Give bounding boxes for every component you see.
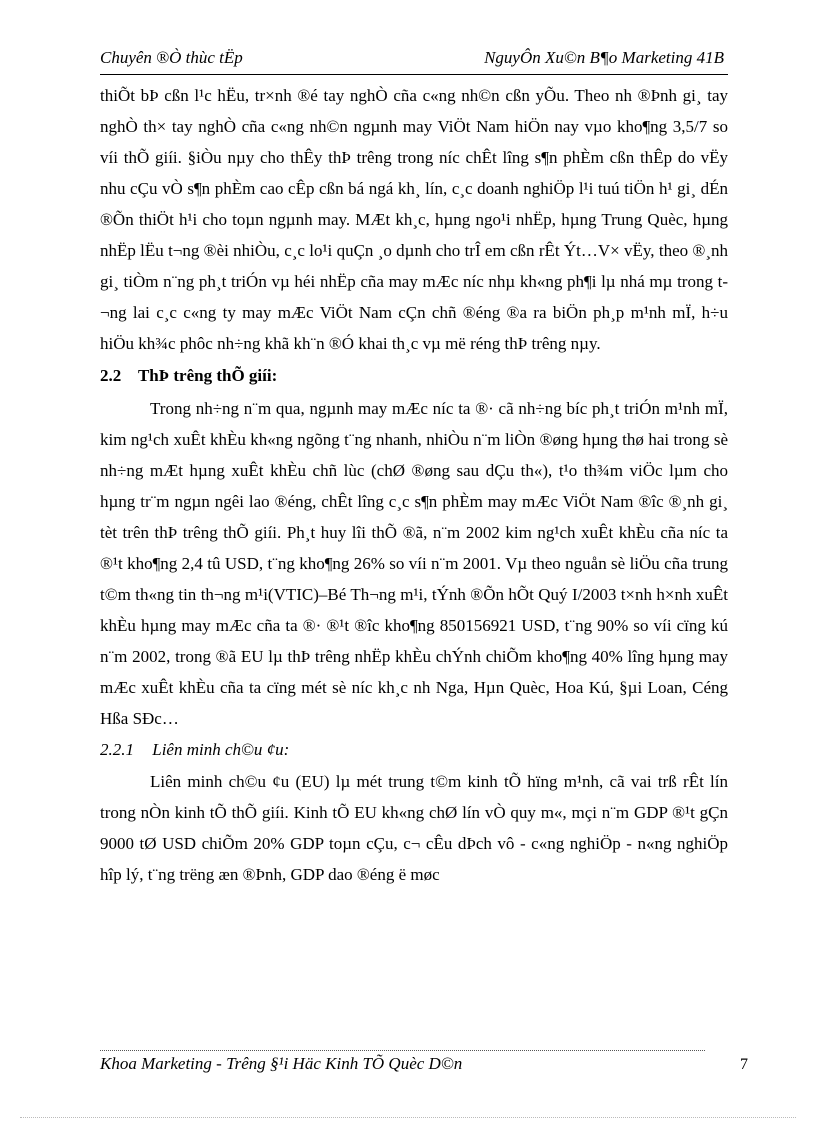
header-left-text: Chuyên ®Ò thùc tËp (100, 48, 243, 67)
page-header (100, 46, 728, 75)
subsection-title: Liên minh ch©u ¢u: (152, 740, 290, 759)
footer-left-text: Khoa Marketing - Trêng §¹i Häc Kinh TÕ Quèc D©n (100, 1054, 463, 1073)
page-number: 7 (740, 1056, 748, 1073)
section-title: ThÞ trêng thÕ giíi: (137, 366, 278, 385)
footer-divider (100, 1050, 705, 1051)
header-right-text: NguyÔn Xu©n B¶o Marketing 41B (484, 48, 724, 67)
page-footer (100, 1054, 748, 1080)
paragraph-world-market: Trong nh÷ng n¨m qua, ngµnh may mÆc níc ta ®· cã nh÷ng bíc ph¸t triÓn m¹nh mÏ, kim ng¹ch xuÊt khÈu kh«ng ngõng t¨ng nhanh, nhiÒu n¨m liÒn ®øng hµng thø hai trong sè nh÷ng mÆt hµng xuÊt khÈu chñ lùc (chØ ®øng sau dÇu th«), t¹o th¾m viÖc lµm cho hµng tr¨m ngµn ngêi lao ®éng, chÊt lîng c¸c s¶n phÈm may mÆc ViÖt Nam ®îc ®¸nh gi¸ tèt trên thÞ trêng thÕ giíi. Ph¸t huy lîi thÕ ®ã, n¨m 2002 kim ng¹ch xuÊt khÈu cña níc ta ®¹t kho¶ng 2,4 tû USD, t¨ng kho¶ng 26% so víi n¨m 2001. Vµ theo nguån sè liÖu cña trung t©m th«ng tin th¬ng m¹i(VTIC)–Bé Th¬ng m¹i, tÝnh ®Õn hÕt Quý I/2003 t×nh h×nh xuÊt khÈu hµng may mÆc cña ta ®· ®¹t ®îc kho¶ng 850156921 USD, t¨ng 90% so víi cïng kú n¨m 2002, trong ®ã EU lµ thÞ trêng nhËp khÈu chÝnh chiÕm kho¶ng 40% lîng hµng may mÆc xuÊt khÈu cña ta cïng mét sè níc kh¸c nh Nga, Hµn Quèc, Hoa Kú, §µi Loan, Céng Hßa SÐc… (100, 399, 728, 728)
paragraph-eu: Liên minh ch©u ¢u (EU) lµ mét trung t©m kinh tÕ hïng m¹nh, cã vai trß rÊt lín trong nÒn kinh tÕ thÕ giíi. Kinh tÕ EU kh«ng chØ lín vÒ quy m«, mçi n¨m GDP ®¹t gÇn 9000 tØ USD chiÕm 20% GDP toµn cÇu, c¬ cÊu dÞch vô - c«ng nghiÖp - n«ng nghiÖp hîp lý, t¨ng trëng æn ®Þnh, GDP dao ®éng ë møc (100, 772, 728, 884)
page-bottom-border (20, 1117, 796, 1118)
page-body (100, 80, 728, 890)
subsection-heading (100, 734, 728, 766)
section-number: 2.2 (100, 366, 122, 385)
subsection-number: 2.2.1 (100, 740, 134, 759)
section-heading (100, 359, 728, 393)
paragraph-continuation: thiÕt bÞ cßn l¹c hËu, tr×nh ®é tay nghÒ cña c«ng nh©n cßn yÕu. Theo nh ®Þnh gi¸ tay nghÒ th× tay nghÒ cña c«ng nh©n ngµnh may ViÖt Nam hiÖn nay vµo kho¶ng 3,5/7 so víi thÕ giíi. §iÒu nµy cho thÊy thÞ trêng trong níc chÊt lîng s¶n phÈm cßn thÊp do vËy nhu cÇu vÒ s¶n phÈm cao cÊp cßn bá ngá kh¸ lín, c¸c doanh nghiÖp l¹i tuú tiÖn h¹ gi¸ dÉn ®Õn thiÖt h¹i cho toµn ngµnh may. MÆt kh¸c, hµng ngo¹i nhËp, hµng Trung Quèc, hµng nhËp lËu t¬ng ®èi nhiÒu, c¸c lo¹i quÇn ¸o dµnh cho trÎ em cßn rÊt Ýt…V× vËy, theo ®¸nh gi¸ tiÒm n¨ng ph¸t triÓn vµ héi nhËp cña may mÆc níc nhµ kh«ng ph¶i lµ nhá mµ trong t¬ng lai c¸c c«ng ty may mÆc ViÖt Nam cÇn chñ ®éng ®a ra biÖn ph¸p m¹nh mÏ, h÷u hiÖu kh¾c phôc nh÷ng khã kh¨n ®Ó khai th¸c vµ më réng thÞ trêng nµy. (100, 86, 728, 353)
